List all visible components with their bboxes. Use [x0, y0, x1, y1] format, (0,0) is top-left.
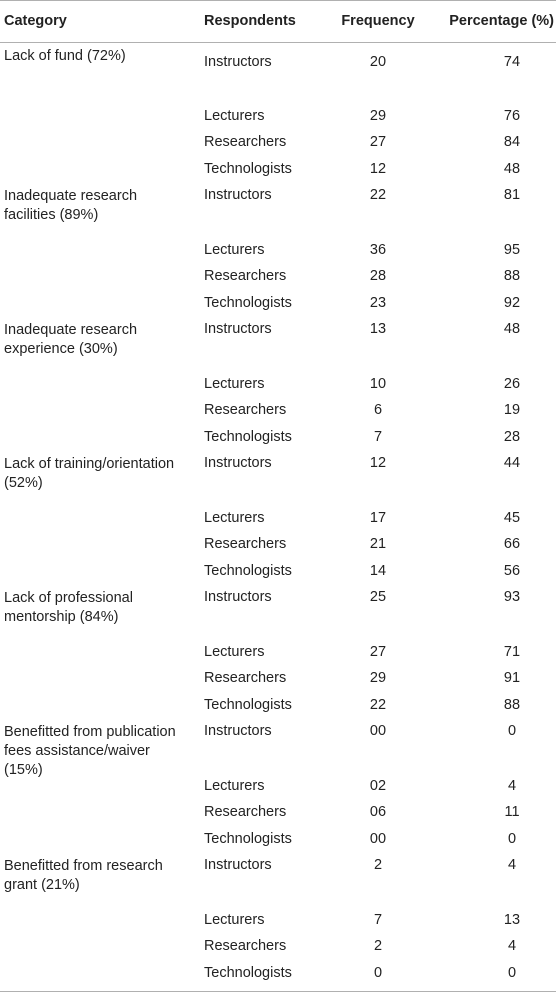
category-empty-cell — [0, 961, 200, 992]
table-row — [0, 425, 556, 452]
frequency-cell: 2 — [373, 938, 383, 954]
header-row — [0, 1, 556, 43]
percentage-cell: 84 — [503, 134, 521, 150]
respondent-cell: Lecturers — [204, 107, 265, 124]
frequency-cell: 25 — [369, 589, 387, 605]
category-empty-cell — [0, 666, 200, 693]
percentage-cell: 88 — [503, 268, 521, 284]
respondent-cell: Instructors — [204, 321, 272, 337]
frequency-cell: 36 — [369, 241, 387, 258]
respondent-cell: Technologists — [200, 961, 330, 992]
percentage-cell: 66 — [503, 536, 521, 552]
table-row — [0, 43, 556, 77]
category-cell — [0, 719, 200, 778]
respondent-cell: Technologists — [204, 830, 292, 847]
category-empty-cell — [0, 827, 200, 854]
table-row — [0, 451, 556, 479]
table-row — [0, 800, 556, 827]
table-row — [0, 532, 556, 559]
frequency-cell: 21 — [369, 536, 387, 552]
category-empty-cell — [0, 157, 200, 184]
category-empty-cell — [0, 130, 200, 157]
respondent-cell: Lecturers — [204, 375, 265, 392]
respondent-cell: Researchers — [204, 134, 287, 150]
percentage-cell: 45 — [503, 509, 521, 526]
category-empty-cell — [0, 425, 200, 452]
category-empty-cell — [0, 800, 200, 827]
frequency-cell: 13 — [369, 321, 387, 337]
respondent-cell: Lecturers — [204, 911, 265, 928]
frequency-cell: 14 — [369, 562, 387, 579]
table-row — [0, 130, 556, 157]
table-row — [0, 291, 556, 318]
respondent-cell: Instructors — [204, 187, 272, 203]
percentage-cell: 11 — [504, 804, 520, 820]
respondent-cell: Researchers — [204, 402, 287, 418]
respondent-cell: Instructors — [204, 857, 272, 873]
table-row — [0, 398, 556, 425]
category-text: Inadequate research experience (30%) — [4, 322, 138, 357]
frequency-cell: 0 — [330, 961, 426, 992]
frequency-cell: 28 — [369, 268, 387, 284]
percentage-cell: 93 — [503, 589, 521, 605]
category-cell — [0, 853, 200, 893]
respondent-cell: Technologists — [204, 696, 292, 713]
category-text: Lack of fund (72%) — [4, 48, 126, 64]
category-text: Lack of professional mentorship (84%) — [4, 590, 133, 625]
respondent-cell: Instructors — [204, 54, 272, 70]
category-cell — [0, 317, 200, 357]
table-row — [0, 157, 556, 184]
table-row — [0, 183, 556, 211]
category-cell — [0, 43, 200, 77]
percentage-cell: 0 — [426, 961, 556, 992]
respondent-cell: Instructors — [204, 455, 272, 471]
frequency-cell: 23 — [369, 294, 387, 311]
percentage-cell: 0 — [507, 723, 517, 739]
category-cell — [0, 585, 200, 625]
percentage-cell: 28 — [503, 428, 521, 445]
table-row — [0, 853, 556, 881]
table-row — [0, 666, 556, 693]
respondent-cell: Lecturers — [204, 241, 265, 258]
frequency-cell: 2 — [373, 857, 383, 873]
category-empty-cell — [0, 264, 200, 291]
respondent-cell: Technologists — [204, 294, 292, 311]
respondent-cell: Instructors — [204, 589, 272, 605]
frequency-cell: 22 — [369, 696, 387, 713]
respondent-cell: Lecturers — [204, 643, 265, 660]
frequency-cell: 00 — [369, 723, 387, 739]
category-cell — [0, 183, 200, 223]
respondent-cell: Technologists — [204, 428, 292, 445]
category-empty-cell — [0, 398, 200, 425]
table-row — [0, 317, 556, 345]
table-row — [0, 719, 556, 747]
percentage-cell: 74 — [503, 54, 521, 70]
percentage-cell: 95 — [503, 241, 521, 258]
category-text: Lack of training/orientation (52%) — [4, 456, 175, 491]
category-empty-cell — [0, 532, 200, 559]
respondent-cell: Lecturers — [204, 777, 265, 794]
respondent-cell: Researchers — [204, 804, 287, 820]
percentage-cell: 56 — [503, 562, 521, 579]
respondent-cell: Instructors — [204, 723, 272, 739]
header-category: Category — [0, 1, 200, 43]
respondent-cell: Lecturers — [204, 509, 265, 526]
percentage-cell: 4 — [507, 938, 517, 954]
header-frequency: Frequency — [330, 1, 426, 43]
percentage-cell: 48 — [503, 160, 521, 177]
table-row — [0, 77, 556, 131]
category-empty-cell — [0, 693, 200, 720]
frequency-cell: 7 — [373, 428, 383, 445]
table-row — [0, 559, 556, 586]
header-percentage: Percentage (%) — [426, 1, 556, 43]
frequency-cell: 17 — [369, 509, 387, 526]
category-text: Benefitted from research grant (21%) — [4, 858, 163, 893]
percentage-cell: 88 — [503, 696, 521, 713]
frequency-cell: 12 — [369, 455, 387, 471]
percentage-cell: 92 — [503, 294, 521, 311]
category-text: Inadequate research facilities (89%) — [4, 188, 138, 223]
percentage-cell: 81 — [503, 187, 521, 203]
percentage-cell: 44 — [503, 455, 521, 471]
frequency-cell: 7 — [373, 911, 383, 928]
percentage-cell: 4 — [507, 777, 517, 794]
frequency-cell: 00 — [369, 830, 387, 847]
percentage-cell: 26 — [503, 375, 521, 392]
table-body — [0, 43, 556, 992]
percentage-cell: 13 — [503, 911, 521, 928]
frequency-cell: 27 — [369, 134, 387, 150]
frequency-cell: 06 — [369, 804, 387, 820]
frequency-cell: 02 — [369, 777, 387, 794]
category-empty-cell — [0, 559, 200, 586]
percentage-cell: 4 — [507, 857, 517, 873]
respondent-cell: Researchers — [204, 536, 287, 552]
percentage-cell: 91 — [503, 670, 521, 686]
category-empty-cell — [0, 77, 200, 131]
respondent-cell: Researchers — [204, 268, 287, 284]
frequency-cell: 6 — [373, 402, 383, 418]
table-row — [0, 827, 556, 854]
table-row — [0, 264, 556, 291]
table-row — [0, 693, 556, 720]
table-row — [0, 585, 556, 613]
respondent-cell: Technologists — [204, 562, 292, 579]
percentage-cell: 71 — [503, 643, 521, 660]
percentage-cell: 76 — [503, 107, 521, 124]
frequency-cell: 27 — [369, 643, 387, 660]
percentage-cell: 0 — [507, 830, 517, 847]
frequency-cell: 12 — [369, 160, 387, 177]
percentage-cell: 19 — [503, 402, 521, 418]
table-row — [0, 961, 556, 992]
category-empty-cell — [0, 291, 200, 318]
frequency-cell: 29 — [369, 670, 387, 686]
respondent-cell: Technologists — [204, 160, 292, 177]
frequency-cell: 22 — [369, 187, 387, 203]
table-row — [0, 934, 556, 961]
category-empty-cell — [0, 934, 200, 961]
header-respondents: Respondents — [200, 1, 330, 43]
percentage-cell: 48 — [503, 321, 521, 337]
category-cell — [0, 451, 200, 491]
respondent-cell: Researchers — [204, 938, 287, 954]
frequency-cell: 10 — [369, 375, 387, 392]
frequency-cell: 29 — [369, 107, 387, 124]
frequency-cell: 20 — [369, 54, 387, 70]
category-text: Benefitted from publication fees assistance/waiver (15%) — [4, 724, 176, 778]
respondent-cell: Researchers — [204, 670, 287, 686]
